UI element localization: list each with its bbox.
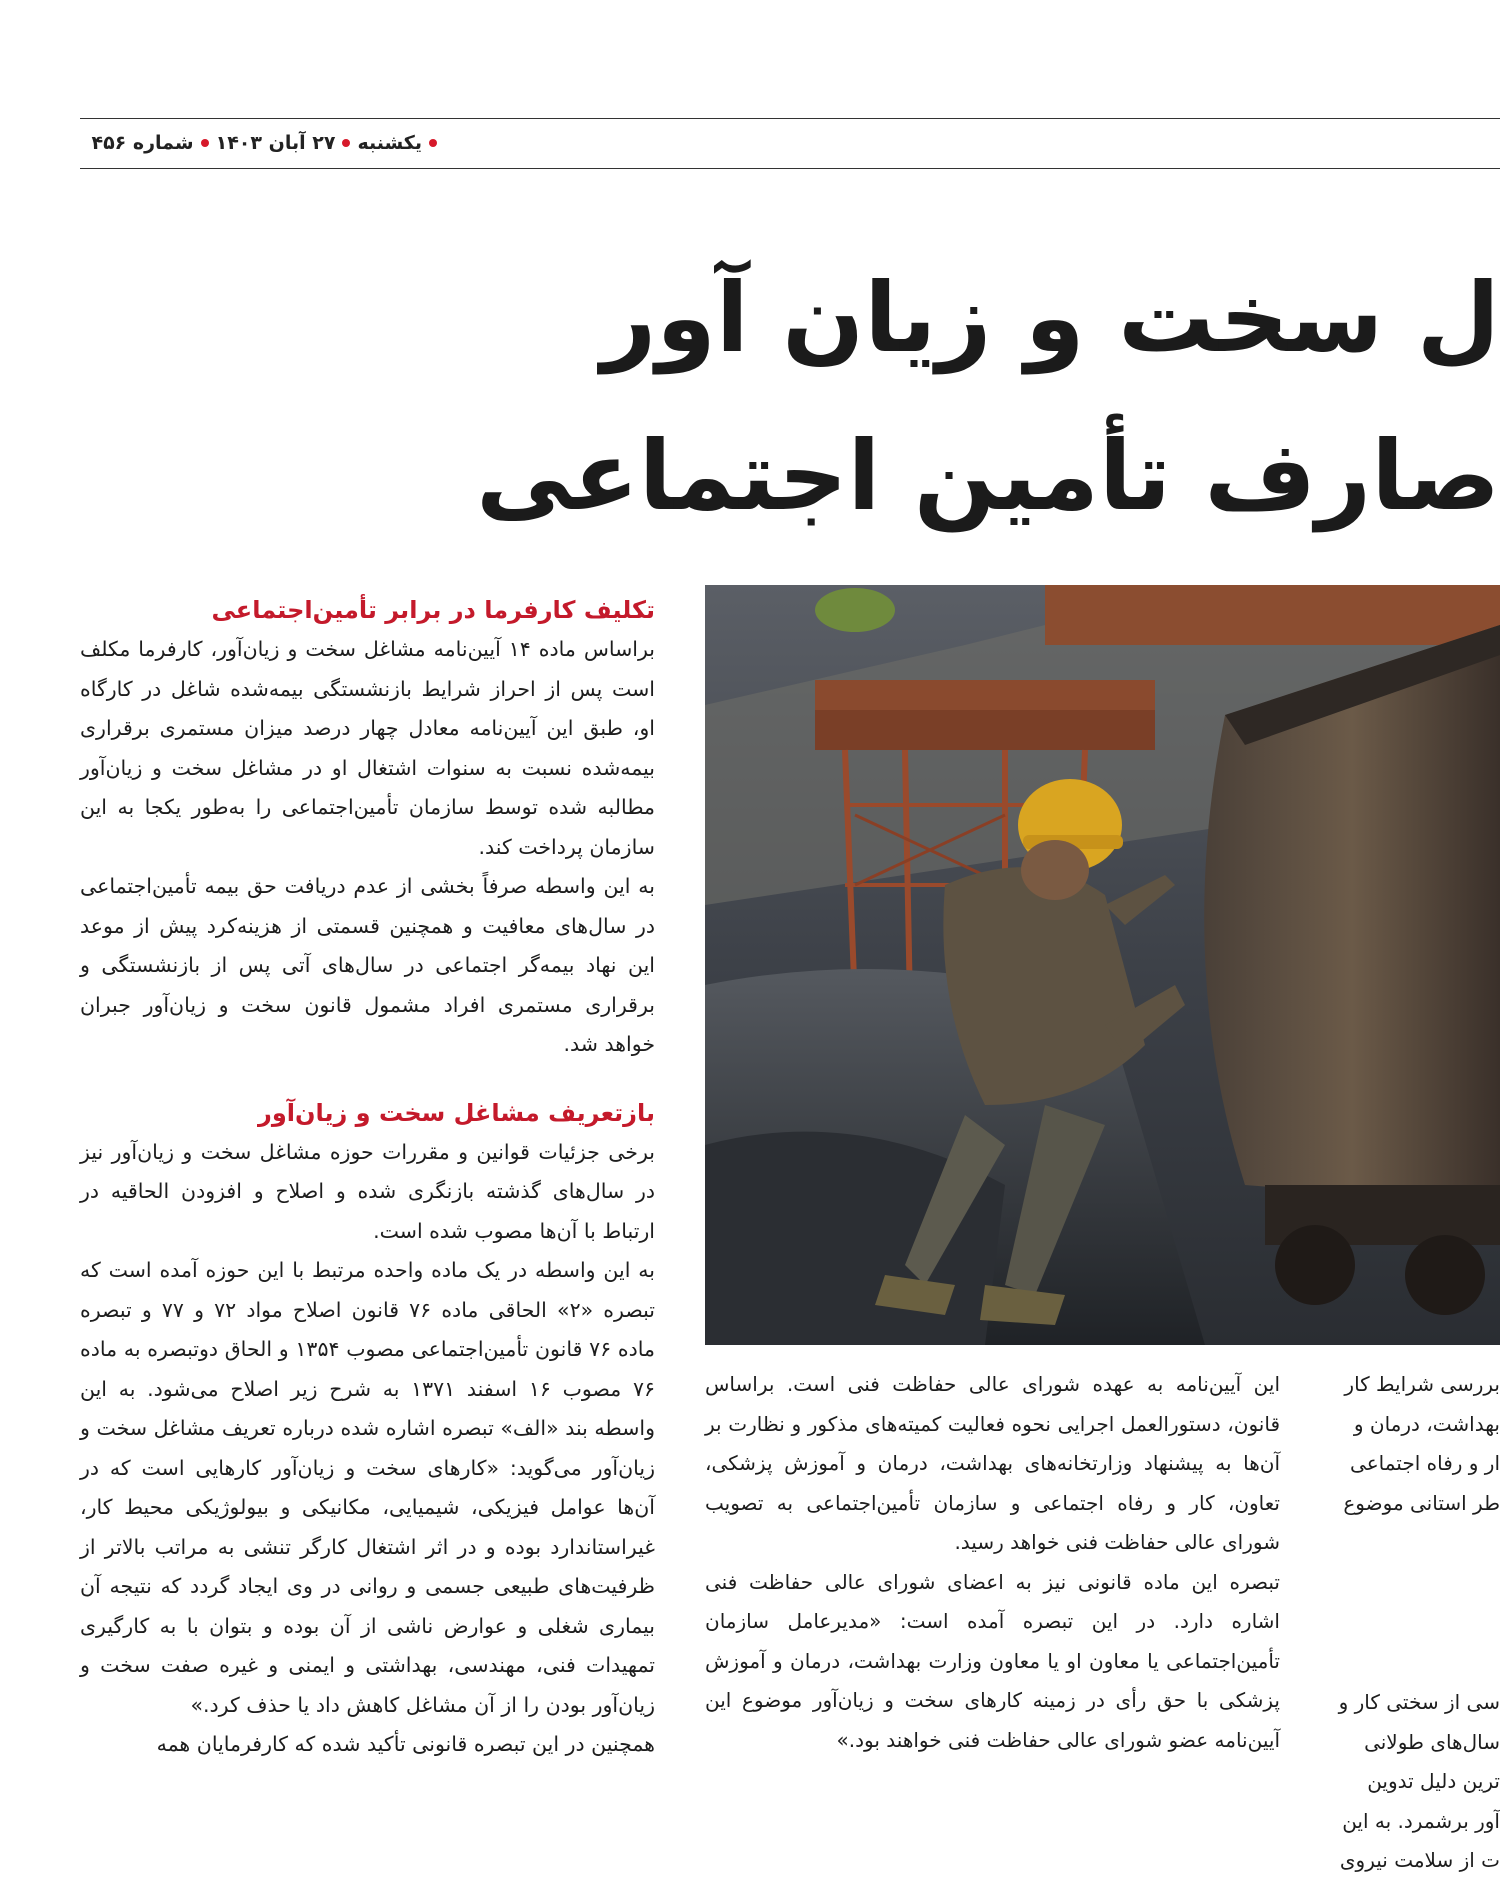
subhead-redefinition: بازتعریف مشاغل سخت و زیان‌آور xyxy=(258,1098,655,1127)
paragraph: به این واسطه صرفاً بخشی از عدم دریافت حق بیمه تأمین‌اجتماعی در سال‌های معافیت و همچنین قسمتی از هزینه‌کرد پیش از موعد این نهاد بیمه‌گر اجتماعی در سال‌های آتی پس از بازنشستگی و برقراری مستمری افراد مشمول قانون سخت و زیان‌آور جبران خواهد شد. xyxy=(80,874,655,1056)
article-left-column xyxy=(80,590,655,1765)
text-line: آور برشمرد. به این xyxy=(1342,1808,1500,1833)
text-line: ت از سلامت نیروی xyxy=(1339,1848,1500,1872)
spacer xyxy=(1335,1523,1500,1683)
headline-line-2: صارف تأمین اجتماعی xyxy=(476,420,1500,532)
paragraph: برخی جزئیات قوانین و مقررات حوزه مشاغل سخت و زیان‌آور نیز در سال‌های گذشته بازنگری شده و اصلاح و افزودن الحاقیه در ارتباط با آن‌ها مصوب شده است. xyxy=(80,1139,655,1243)
text-line: سال‌های طولانی xyxy=(1364,1729,1500,1754)
paragraph: همچنین در این تبصره قانونی تأکید شده که کارفرمایان همه xyxy=(156,1732,655,1756)
text-line: طر استانی موضوع xyxy=(1343,1490,1500,1515)
paragraph: این آیین‌نامه به عهده شورای عالی حفاظت فنی است. براساس قانون، دستورالعمل اجرایی نحوه فعالیت کمیته‌های مذکور و نظارت بر آن‌ها به پیشنهاد وزارتخانه‌های بهداشت، درمان و آموزش پزشکی، تعاون، کار و رفاه اجتماعی و سازمان تأمین‌اجتماعی به تصویب شورای عالی حفاظت فنی خواهد رسید. xyxy=(705,1372,1280,1554)
text-line: ار و رفاه اجتماعی xyxy=(1350,1451,1500,1475)
red-dot xyxy=(429,139,437,147)
text-line: بهداشت، درمان و xyxy=(1353,1411,1500,1436)
dateline xyxy=(80,130,440,156)
dateline-date: ۲۷ آبان ۱۴۰۳ xyxy=(215,132,336,154)
bottom-rule xyxy=(80,168,1500,169)
paragraph: به این واسطه در یک ماده واحده مرتبط با این حوزه آمده است که تبصره «۲» الحاقی ماده ۷۶ قانون اصلاح مواد ۷۲ و ۷۷ و تبصره ماده ۷۶ قانون تأمین‌اجتماعی مصوب ۱۳۵۴ و الحاق دوتبصره به ماده ۷۶ مصوب ۱۶ اسفند ۱۳۷۱ به شرح زیر اصلاح می‌شود. به این واسطه بند «الف» تبصره اشاره شده درباره تعریف مشاغل سخت و زیان‌آور می‌گوید: «کارهای سخت و زیان‌آور کارهایی است که در آن‌ها عوامل فیزیکی، شیمیایی، مکانیکی و بیولوژیکی محیط کار، غیراستاندارد بوده و در اثر اشتغال کارگر تنشی به مراتب بالاتر از ظرفیت‌های طبیعی جسمی و روانی در وی ایجاد گردد که نتیجه آن بیماری شغلی و عوارض ناشی از آن بوده و بتوان با به کارگیری تمهیدات فنی، مهندسی، بهداشتی و ایمنی و غیره صفت سخت و زیان‌آور بودن را از آن مشاغل کاهش داد یا حذف کرد.» xyxy=(80,1258,655,1717)
red-dot xyxy=(201,139,209,147)
mine-worker-photo xyxy=(705,585,1500,1345)
dateline-day: یکشنبه xyxy=(357,132,422,154)
text-line: سی از سختی کار و xyxy=(1338,1690,1500,1714)
text-line: ترین دلیل تدوین xyxy=(1367,1769,1500,1793)
top-rule xyxy=(80,118,1500,119)
paragraph: تبصره این ماده قانونی نیز به اعضای شورای عالی حفاظت فنی اشاره دارد. در این تبصره آمده است: «مدیرعامل سازمان تأمین‌اجتماعی یا معاون او یا معاون وزارت بهداشت، درمان و آموزش پزشکی با حق رأی در زمینه کارهای سخت و زیان‌آور موضوع این آیین‌نامه عضو شورای عالی حفاظت فنی خواهند بود.» xyxy=(705,1569,1280,1752)
headline-line-1: ل سخت و زیان آور xyxy=(600,262,1500,374)
text-line: بررسی شرایط کار xyxy=(1344,1372,1500,1396)
article-right-column-cropped xyxy=(1335,1365,1500,1881)
subhead-employer-obligation: تکلیف کارفرما در برابر تأمین‌اجتماعی xyxy=(211,596,655,624)
paragraph: براساس ماده ۱۴ آیین‌نامه مشاغل سخت و زیان‌آور، کارفرما مکلف است پس از احراز شرایط بازنشستگی بیمه‌شده شاغل در کارگاه او، طبق این آیین‌نامه معادل چهار درصد میزان مستمری برقراری بیمه‌شده نسبت به سنوات اشتغال او در مشاغل سخت و زیان‌آور مطالبه شده توسط سازمان تأمین‌اجتماعی را به‌طور یکجا به این سازمان پرداخت کند. xyxy=(80,637,655,859)
dateline-issue: شماره ۴۵۶ xyxy=(91,132,194,154)
article-middle-column xyxy=(705,1365,1280,1760)
red-dot xyxy=(342,139,350,147)
photo-illustration xyxy=(705,585,1500,1345)
